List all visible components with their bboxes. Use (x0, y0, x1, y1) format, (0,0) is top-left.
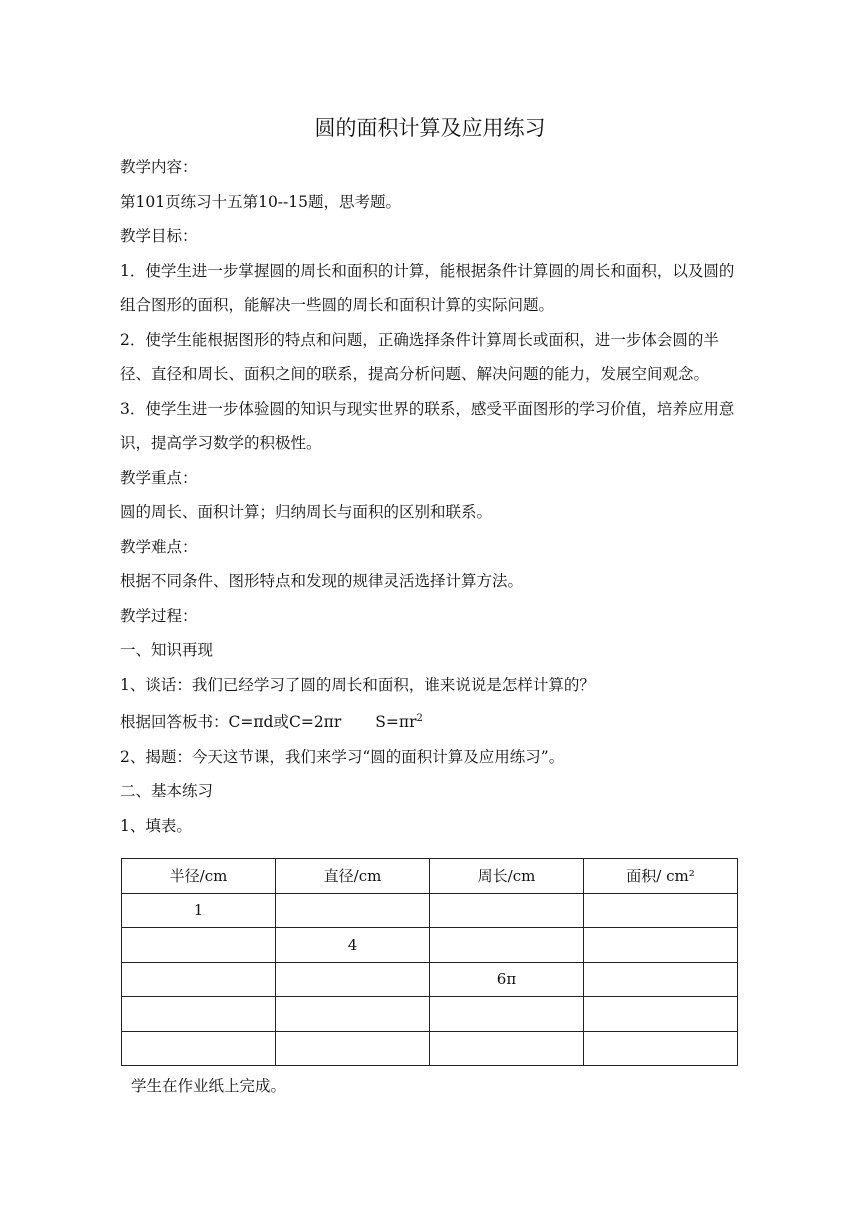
table-cell (430, 893, 584, 928)
table-cell (430, 1031, 584, 1066)
goal-2: 2．使学生能根据图形的特点和问题，正确选择条件计算周长或面积，进一步体会圆的半径、直径和周长、面积之间的联系，提高分析问题、解决问题的能力，发展空间观念。 (120, 330, 719, 383)
goal-3: 3．使学生进一步体验圆的知识与现实世界的联系，感受平面图形的学习价值，培养应用意识，提高学习数学的积极性。 (120, 399, 735, 452)
formula-prefix: 根据回答板书： (120, 713, 229, 731)
header-diameter: 直径/cm (276, 859, 430, 894)
goal-1: 1．使学生进一步掌握圆的周长和面积的计算，能根据条件计算圆的周长和面积，以及圆的组合图形的面积，能解决一些圆的周长和面积计算的实际问题。 (120, 261, 735, 314)
step-topic: 2、揭题：今天这节课，我们来学习“圆的面积计算及应用练习”。 (120, 747, 565, 766)
difficulties-text: 根据不同条件、图形特点和发现的规律灵活选择计算方法。 (120, 572, 524, 590)
table-row (122, 928, 738, 963)
document-body (120, 150, 740, 843)
formula-line (120, 702, 740, 740)
table-row (122, 1031, 738, 1066)
table-cell (122, 997, 276, 1032)
header-radius: 半径/cm (122, 859, 276, 894)
heading-key-points: 教学重点： (120, 468, 198, 487)
section-basic-practice: 二、基本练习 (120, 782, 214, 800)
table-cell: 6π (430, 962, 584, 997)
table-row (122, 997, 738, 1032)
key-points-text: 圆的周长、面积计算；归纳周长与面积的区别和联系。 (120, 503, 493, 521)
table-cell (276, 1031, 430, 1066)
header-circumference: 周长/cm (430, 859, 584, 894)
area-formula (375, 713, 423, 731)
table-cell (584, 928, 738, 963)
heading-content: 教学内容： (120, 158, 198, 176)
table-cell (276, 893, 430, 928)
after-table-note: 学生在作业纸上完成。 (131, 1077, 287, 1095)
content-text: 第101页练习十五第10--15题，思考题。 (120, 192, 402, 211)
exercise-fill-table: 1、填表。 (120, 816, 192, 835)
area-formula-exponent: 2 (416, 713, 423, 724)
heading-difficulties: 教学难点： (120, 537, 198, 556)
heading-goals: 教学目标： (120, 227, 198, 245)
table-row (122, 962, 738, 997)
table-cell (276, 997, 430, 1032)
table-header-row (122, 859, 738, 894)
section-knowledge-review: 一、知识再现 (120, 641, 214, 659)
area-formula-base: S=πr (375, 713, 417, 731)
step-talk: 1、谈话：我们已经学习了圆的周长和面积，谁来说说是怎样计算的？ (120, 675, 595, 694)
table-row (122, 893, 738, 928)
document-title: 圆的面积计算及应用练习 (314, 116, 546, 140)
heading-process: 教学过程： (120, 606, 198, 625)
table-cell (584, 997, 738, 1032)
table-cell (584, 1031, 738, 1066)
fill-in-table (121, 858, 738, 1066)
table-cell (430, 928, 584, 963)
table-cell: 4 (276, 928, 430, 963)
table-cell (584, 962, 738, 997)
table-cell (276, 962, 430, 997)
table-cell (122, 962, 276, 997)
table-cell (430, 997, 584, 1032)
table-cell (122, 928, 276, 963)
header-area: 面积/ cm² (584, 859, 738, 894)
table-cell (584, 893, 738, 928)
table-cell: 1 (122, 893, 276, 928)
table-cell (122, 1031, 276, 1066)
circumference-formula: C=πd或C=2πr (228, 713, 342, 731)
